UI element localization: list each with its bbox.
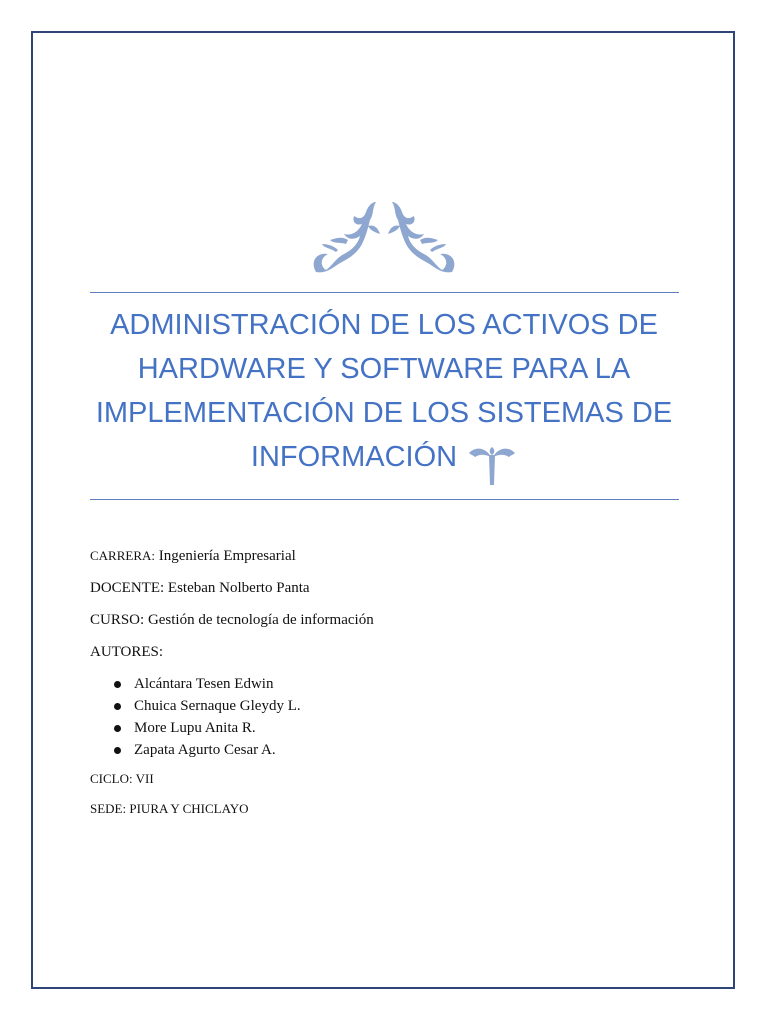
docente-line: [90, 577, 690, 599]
ciclo-line: [90, 769, 690, 789]
title-line-2: HARDWARE Y SOFTWARE PARA LA: [137, 353, 631, 385]
document-title: [88, 303, 680, 479]
title-line-4: INFORMACIÓN: [250, 441, 458, 473]
ciclo-label: CICLO:: [90, 771, 133, 786]
curso-value: Gestión de tecnología de información: [147, 612, 374, 628]
title-line-4-wrap: [251, 435, 517, 479]
carrera-label: CARRERA:: [90, 548, 156, 563]
docente-label: DOCENTE:: [90, 580, 165, 596]
bottom-divider: [90, 499, 679, 500]
sede-value: PIURA Y CHICLAYO: [129, 801, 249, 816]
ciclo-value: VII: [135, 771, 154, 786]
carrera-value: Ingeniería Empresarial: [158, 548, 296, 564]
list-item: Alcántara Tesen Edwin: [114, 673, 690, 695]
sede-line: [90, 799, 690, 819]
autores-label: AUTORES:: [90, 644, 164, 660]
page-border: [31, 31, 735, 989]
list-item: More Lupu Anita R.: [114, 717, 690, 739]
authors-list: [90, 673, 690, 761]
docente-value: Esteban Nolberto Panta: [167, 580, 310, 596]
title-line-1: ADMINISTRACIÓN DE LOS ACTIVOS DE: [110, 309, 658, 341]
list-item: Chuica Sernaque Gleydy L.: [114, 695, 690, 717]
floral-scroll-icon: [306, 196, 462, 282]
fleur-sprig-icon: [467, 439, 517, 489]
top-divider: [90, 292, 679, 293]
carrera-line: [90, 545, 690, 567]
sede-label: SEDE:: [90, 801, 127, 816]
title-line-3: IMPLEMENTACIÓN DE LOS SISTEMAS DE: [95, 397, 673, 429]
list-item: Zapata Agurto Cesar A.: [114, 739, 690, 761]
cover-info: [90, 545, 690, 829]
curso-label: CURSO:: [90, 612, 145, 628]
curso-line: [90, 609, 690, 631]
